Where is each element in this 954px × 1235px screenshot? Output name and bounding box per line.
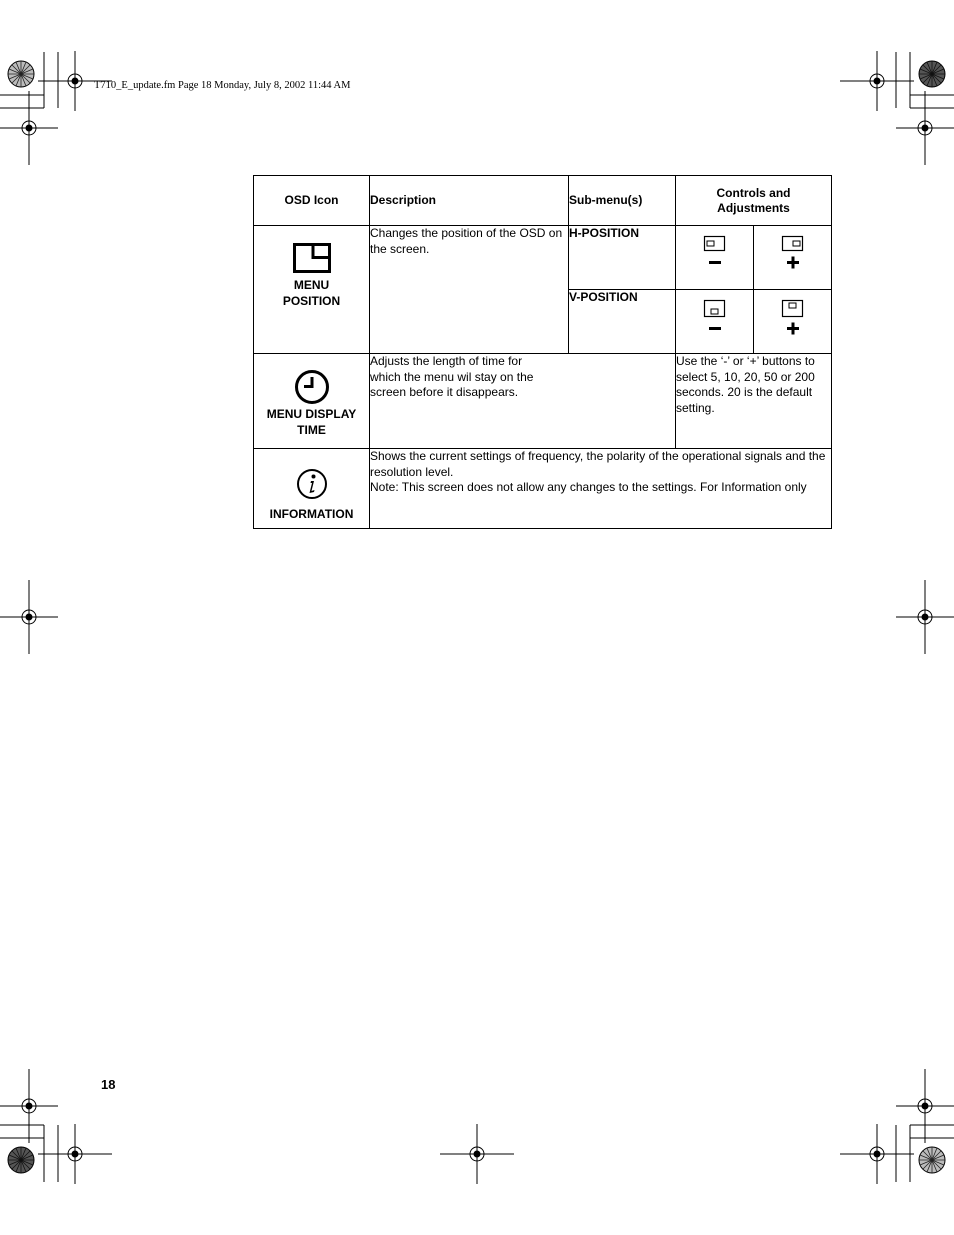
v-position-plus-cell xyxy=(754,290,832,354)
information-description-line2: Note: This screen does not allow any changes to the settings. For Information only xyxy=(370,480,807,494)
menu-position-label-line2: POSITION xyxy=(282,294,341,308)
menu-display-time-description: Adjusts the length of time for which the menu wil stay on the screen before it disappears. xyxy=(370,354,676,449)
osd-right-icon xyxy=(781,235,805,275)
submenu-h-position: H-POSITION xyxy=(569,226,676,290)
table-row-menu-display-time xyxy=(254,354,832,449)
file-info-header: T710_E_update.fm Page 18 Monday, July 8, 2002 11:44 AM xyxy=(94,80,351,91)
header-description: Description xyxy=(370,176,569,226)
menu-display-time-controls: Use the ‘-’ or ‘+’ buttons to select 5, 10, 20, 50 or 200 seconds. 20 is the default setting. xyxy=(676,354,832,449)
osd-left-icon xyxy=(703,235,727,275)
page-number: 18 xyxy=(101,1077,116,1092)
header-submenus: Sub-menu(s) xyxy=(569,176,676,226)
table-row-information xyxy=(254,449,832,529)
osd-up-icon xyxy=(781,299,805,339)
information-icon-cell xyxy=(254,449,370,529)
v-position-minus-cell xyxy=(676,290,754,354)
osd-table xyxy=(253,175,832,529)
menu-display-time-icon-cell xyxy=(254,354,370,449)
h-position-plus-cell xyxy=(754,226,832,290)
menu-display-time-label-line1: MENU DISPLAY xyxy=(266,407,357,421)
menu-position-icon xyxy=(293,243,331,273)
menu-position-label-line1: MENU xyxy=(293,278,330,292)
information-label: INFORMATION xyxy=(269,507,354,521)
menu-position-description: Changes the position of the OSD on the screen. xyxy=(370,226,569,354)
menu-position-icon-cell xyxy=(254,226,370,354)
info-icon xyxy=(296,468,328,500)
submenu-v-position: V-POSITION xyxy=(569,290,676,354)
osd-down-icon xyxy=(703,299,727,339)
header-controls: Controls and Adjustments xyxy=(676,176,832,226)
menu-display-time-label-line2: TIME xyxy=(297,423,326,437)
table-row-menu-position xyxy=(254,226,832,290)
table-header-row xyxy=(254,176,832,226)
clock-icon xyxy=(294,369,330,405)
header-osd-icon: OSD Icon xyxy=(254,176,370,226)
h-position-minus-cell xyxy=(676,226,754,290)
information-description-line1: Shows the current settings of frequency, the polarity of the operational signals and the resolution level. xyxy=(370,449,826,479)
information-description-cell xyxy=(370,449,832,529)
